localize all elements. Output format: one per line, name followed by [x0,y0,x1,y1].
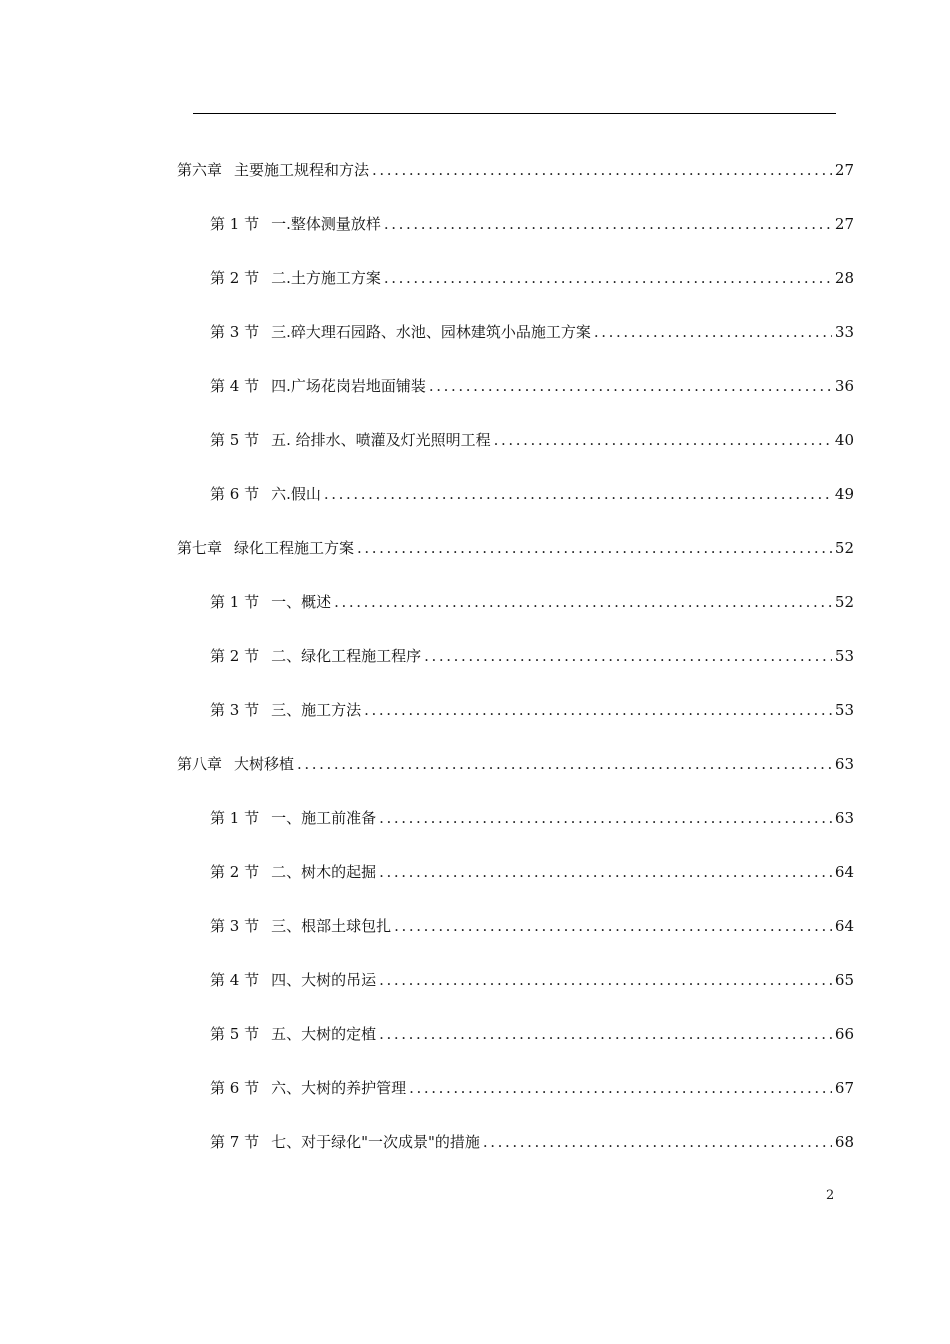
toc-entry-label: 第 6 节 [210,485,260,503]
toc-entry-title: 大树移植 [234,755,295,773]
toc-entry-label: 第 5 节 [210,431,260,449]
toc-section-row[interactable] [0,629,950,683]
toc-section-row[interactable] [0,953,950,1007]
toc-entry-title: 三、根部土球包扎 [271,917,392,935]
toc-entry-label: 第 6 节 [210,1079,260,1097]
toc-entry-title: 主要施工规程和方法 [234,161,370,179]
toc-section-row[interactable] [0,845,950,899]
toc-entry [210,808,854,828]
toc-entry-title: 四.广场花岗岩地面铺装 [271,377,426,395]
toc-entry-page-number: 27 [834,161,854,179]
toc-entry-label: 第 3 节 [210,323,260,341]
toc-entry-title: 六.假山 [271,485,321,503]
toc-section-row[interactable] [0,305,950,359]
toc-chapter-row[interactable] [0,521,950,575]
toc-entry-title: 六、大树的养护管理 [271,1079,407,1097]
toc-entry-page-number: 27 [834,215,854,233]
table-of-contents [0,143,950,1169]
toc-dot-leader [379,1024,832,1044]
toc-dot-leader [364,700,832,720]
toc-entry-title: 一、概述 [271,593,332,611]
toc-entry-page-number: 49 [834,485,854,503]
toc-entry-title: 一.整体测量放样 [271,215,381,233]
toc-dot-leader [409,1078,832,1098]
toc-entry-page-number: 28 [834,269,854,287]
toc-dot-leader [334,592,832,612]
toc-dot-leader [394,916,832,936]
toc-entry-title: 四、大树的吊运 [271,971,377,989]
toc-entry-label: 第八章 [177,755,223,773]
toc-entry [210,592,854,612]
toc-section-row[interactable] [0,251,950,305]
toc-dot-leader [372,160,832,180]
toc-entry-label: 第 3 节 [210,917,260,935]
header-rule [193,113,836,114]
toc-entry-title: 二、树木的起掘 [271,863,377,881]
toc-entry-label: 第 3 节 [210,701,260,719]
toc-entry-title: 三、施工方法 [271,701,362,719]
toc-entry [210,916,854,936]
toc-section-row[interactable] [0,359,950,413]
toc-dot-leader [324,484,832,504]
toc-entry-title: 五. 给排水、喷灌及灯光照明工程 [271,431,491,449]
toc-section-row[interactable] [0,791,950,845]
toc-entry [210,1132,854,1152]
toc-section-row[interactable] [0,197,950,251]
toc-entry-label: 第 2 节 [210,647,260,665]
toc-entry-page-number: 33 [834,323,854,341]
toc-entry-page-number: 53 [834,647,854,665]
toc-entry [210,322,854,342]
toc-dot-leader [483,1132,832,1152]
toc-entry-title: 三.碎大理石园路、水池、园林建筑小品施工方案 [271,323,591,341]
toc-entry [210,1078,854,1098]
toc-entry-label: 第六章 [177,161,223,179]
toc-section-row[interactable] [0,899,950,953]
toc-dot-leader [357,538,832,558]
toc-chapter-row[interactable] [0,143,950,197]
toc-entry [210,430,854,450]
toc-dot-leader [379,970,832,990]
toc-entry-label: 第 4 节 [210,971,260,989]
toc-entry-title: 五、大树的定植 [271,1025,377,1043]
toc-dot-leader [379,808,832,828]
toc-section-row[interactable] [0,413,950,467]
toc-entry-page-number: 40 [834,431,854,449]
toc-entry [210,700,854,720]
toc-entry-title: 二.土方施工方案 [271,269,381,287]
toc-dot-leader [297,754,832,774]
toc-entry [177,538,854,558]
toc-dot-leader [424,646,832,666]
toc-section-row[interactable] [0,1061,950,1115]
toc-entry-page-number: 52 [834,539,854,557]
toc-entry-label: 第 2 节 [210,269,260,287]
toc-entry-page-number: 63 [834,809,854,827]
toc-chapter-row[interactable] [0,737,950,791]
toc-entry [210,862,854,882]
toc-dot-leader [429,376,832,396]
toc-entry-label: 第 4 节 [210,377,260,395]
toc-entry-title: 七、对于绿化"一次成景"的措施 [271,1133,480,1151]
toc-section-row[interactable] [0,683,950,737]
toc-entry [210,484,854,504]
toc-section-row[interactable] [0,467,950,521]
toc-entry-title: 二、绿化工程施工程序 [271,647,422,665]
toc-entry-label: 第 7 节 [210,1133,260,1151]
toc-entry-label: 第 1 节 [210,215,260,233]
toc-section-row[interactable] [0,1115,950,1169]
toc-dot-leader [494,430,832,450]
toc-dot-leader [384,214,832,234]
toc-entry-page-number: 53 [834,701,854,719]
page-number: 2 [826,1188,835,1203]
toc-entry [210,970,854,990]
toc-entry-label: 第 1 节 [210,593,260,611]
toc-entry [210,376,854,396]
toc-entry-page-number: 64 [834,917,854,935]
toc-entry-label: 第 2 节 [210,863,260,881]
toc-entry-title: 一、施工前准备 [271,809,377,827]
toc-entry-label: 第 5 节 [210,1025,260,1043]
toc-entry-title: 绿化工程施工方案 [234,539,355,557]
toc-entry-page-number: 66 [834,1025,854,1043]
toc-entry-label: 第 1 节 [210,809,260,827]
toc-entry [177,160,854,180]
toc-dot-leader [594,322,832,342]
toc-entry-page-number: 64 [834,863,854,881]
toc-entry-label: 第七章 [177,539,223,557]
toc-entry [210,1024,854,1044]
toc-entry-page-number: 52 [834,593,854,611]
toc-entry [210,268,854,288]
toc-entry-page-number: 36 [834,377,854,395]
toc-entry [210,214,854,234]
toc-entry-page-number: 65 [834,971,854,989]
toc-entry-page-number: 68 [834,1133,854,1151]
toc-dot-leader [379,862,832,882]
toc-entry [210,646,854,666]
toc-section-row[interactable] [0,1007,950,1061]
toc-entry [177,754,854,774]
toc-dot-leader [384,268,832,288]
toc-section-row[interactable] [0,575,950,629]
toc-entry-page-number: 63 [834,755,854,773]
toc-entry-page-number: 67 [834,1079,854,1097]
